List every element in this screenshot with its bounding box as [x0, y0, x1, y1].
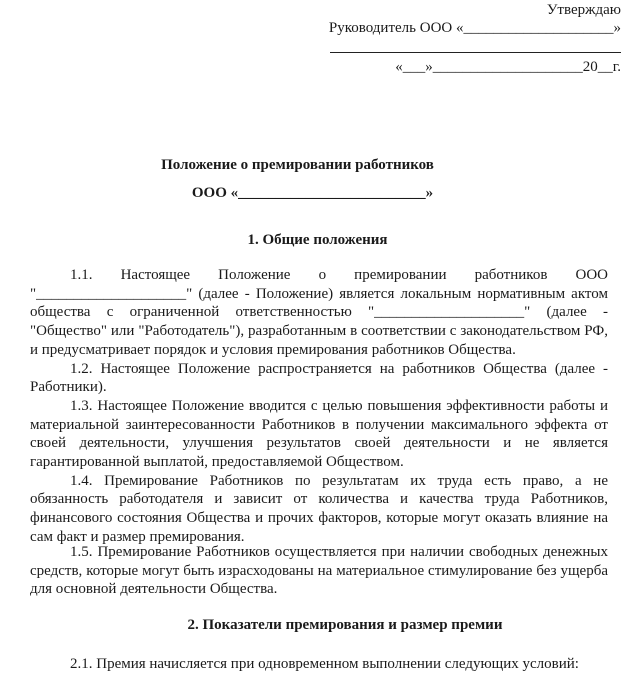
paragraph-1-1: 1.1. Настоящее Положение о премировании работников ООО "____________________" (далее - Положение) является локальным нормативным актом общества с ограниченной ответственностью "____________________" (далее - "Общество" или "Работодатель"), разработанным в соответствии с законодательством РФ, и предусматривает порядок и условия премирования работников Общества.: [30, 267, 608, 358]
approval-director-line: Руководитель ООО «____________________»: [328, 20, 621, 36]
signature-line: [330, 52, 621, 53]
document-title: Положение о премировании работников: [161, 157, 434, 173]
approval-label: Утверждаю: [546, 2, 621, 18]
paragraph-1-4: 1.4. Премирование Работников по результатам их труда есть право, а не обязанность работодателя и зависит от количества и качества труда Работников, финансового состояния Общества и прочих факторов, которые могут оказать влияние на сам факт и размер премирования.: [30, 472, 608, 545]
paragraph-2-1: 2.1. Премия начисляется при одновременном выполнении следующих условий:: [70, 656, 579, 672]
section-general-body-cont: [30, 543, 608, 599]
paragraph-1-3: 1.3. Настоящее Положение вводится с целью повышения эффективности работы и материальной заинтересованности Работников в получении максимального эффекта от своей деятельности, улучшения результатов своей деятельности и не является гарантированной выплатой, предоставляемой Обществом.: [30, 397, 608, 471]
paragraph-1-5: 1.5. Премирование Работников осуществляется при наличии свободных денежных средств, которые могут быть израсходованы на материальное стимулирование без ущерба для основной деятельности Общества.: [30, 544, 608, 598]
paragraph-1-2: 1.2. Настоящее Положение распространяется на работников Общества (далее - Работники).: [30, 360, 608, 396]
section-bonus-body: [30, 655, 608, 674]
approval-date-line: «___»____________________20__г.: [395, 59, 621, 75]
section-heading-general: 1. Общие положения: [247, 232, 388, 248]
section-heading-bonus-indicators: 2. Показатели премирования и размер премии: [187, 617, 503, 633]
document-subtitle-company: ООО «_________________________»: [191, 185, 434, 201]
section-general-body: [30, 266, 608, 547]
